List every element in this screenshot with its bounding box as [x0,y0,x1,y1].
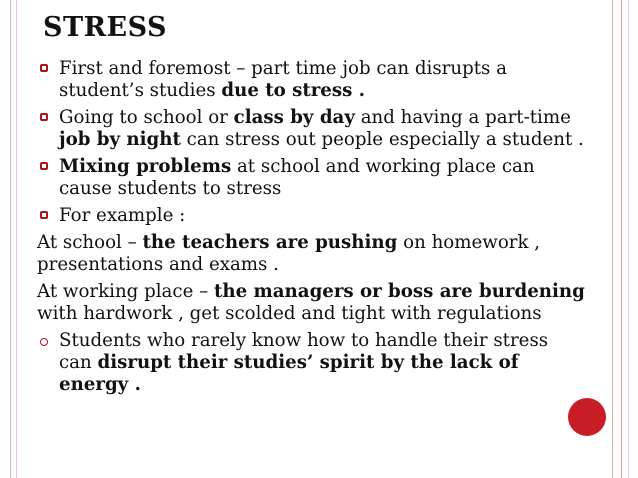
slide-title: STRESS [43,12,168,43]
frame-line-right-3 [628,0,629,478]
square-bullet-icon [40,211,48,219]
bullet-item-last: Students who rarely know how to handle their stress can disrupt their studies’ spirit by the lack of energy . [37,330,585,396]
square-bullet-icon [40,162,48,170]
frame-line-right-1 [612,0,613,478]
bullet-item-3: Mixing problems at school and working place can cause students to stress [37,156,585,200]
square-bullet-icon [40,64,48,72]
paragraph-school: At school – the teachers are pushing on homework , presentations and exams . [37,232,541,275]
paragraph-working-place: At working place – the managers or boss are burdening with hardwork , get scolded and tight with regulations [37,281,585,324]
frame-line-left-outer [10,0,11,478]
slide-content [37,58,585,401]
bullet-item-4: For example : [37,205,585,227]
red-circle-decoration [568,398,606,436]
ring-bullet-icon [40,338,48,346]
square-bullet-icon [40,113,48,121]
frame-line-right-2 [621,0,622,478]
bullet-item-1: First and foremost – part time job can disrupts a student’s studies due to stress . [37,58,585,102]
frame-line-left-inner [16,0,17,478]
bullet-item-2: Going to school or class by day and having a part-time job by night can stress out people especially a student . [37,107,585,151]
